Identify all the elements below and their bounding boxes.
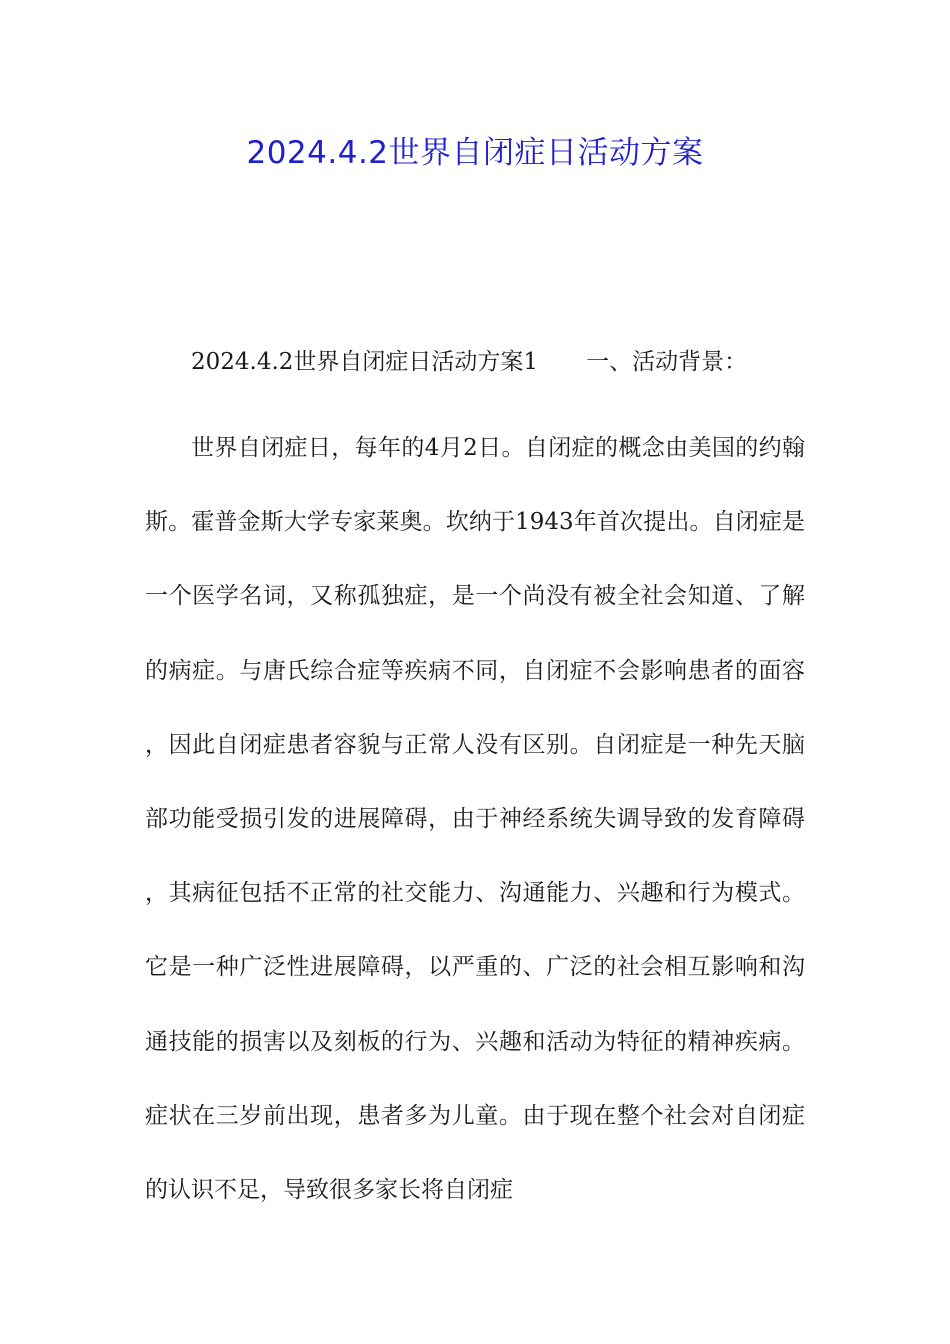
part-label: 一、活动背景： [586,349,748,375]
section-heading [145,337,805,387]
plan-label: 2024.4.2世界自闭症日活动方案1 [191,349,539,375]
document-body [145,337,805,1227]
background-paragraph: 世界自闭症日，每年的4月2日。自闭症的概念由美国的约翰斯。霍普金斯大学专家莱奥。坎纳于1943年首次提出。自闭症是一个医学名词，又称孤独症，是一个尚没有被全社会知道、了解的病症。与唐氏综合症等疾病不同，自闭症不会影响患者的面容，因此自闭症患者容貌与正常人没有区别。自闭症是一种先天脑部功能受损引发的进展障碍，由于神经系统失调导致的发育障碍，其病征包括不正常的社交能力、沟通能力、兴趣和行为模式。它是一种广泛性进展障碍，以严重的、广泛的社会相互影响和沟通技能的损害以及刻板的行为、兴趣和活动为特征的精神疾病。症状在三岁前出现，患者多为儿童。由于现在整个社会对自闭症的认识不足，导致很多家长将自闭症 [145,435,805,1204]
document-title: 2024.4.2世界自闭症日活动方案 [246,135,704,171]
